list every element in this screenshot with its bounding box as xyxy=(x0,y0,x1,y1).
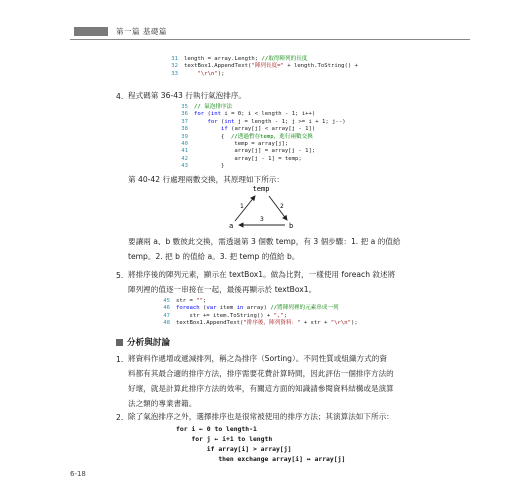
code-token: i = 0; i < length - 1; i++) xyxy=(220,111,316,118)
code-token: for xyxy=(207,118,218,125)
analysis-1-number: 1. xyxy=(116,355,124,364)
analysis-1-line: 法之類的專業書籍。 xyxy=(128,399,197,408)
header-tab-bar xyxy=(74,27,108,36)
step-4-number: 4. xyxy=(116,92,124,101)
analysis-1-line: 好壞，就是計算此排序方法的效率，有關這方面的知識請參閱資料結構或是演算 xyxy=(128,384,394,393)
code-token: //透過暫存temp，進行兩數交換 xyxy=(231,133,313,140)
step-5-line: 陣列裡的值逐一串接在一起，最後再顯示於 textBox1。 xyxy=(128,285,317,294)
diagram-step-3: 3 xyxy=(260,216,264,223)
step-4-text: 程式碼第 36-43 行執行氣泡排序。 xyxy=(128,91,247,100)
code-line xyxy=(176,148,346,155)
code-token: ( xyxy=(199,305,207,312)
code-token: { xyxy=(194,133,232,140)
swap-diagram xyxy=(225,182,305,232)
code-line xyxy=(176,134,346,141)
step-5-line: 將排序後的陣列元素，顯示在 textBox1。做為比對，一樣使用 foreach 敘述將 xyxy=(128,270,396,279)
code-line xyxy=(158,320,358,327)
diagram-step-1: 1 xyxy=(240,203,244,210)
code-token: ; xyxy=(283,312,288,319)
code-token: + str + xyxy=(300,320,331,327)
pseudocode-line: then exchange array[i] ↔ array[j] xyxy=(176,455,346,463)
code-token: ); xyxy=(350,320,358,327)
code-token: "陣列長度=" xyxy=(251,63,284,70)
code-token: array[j - 1] = temp; xyxy=(194,155,302,162)
code-token: int xyxy=(224,118,235,125)
code-line xyxy=(176,141,346,148)
step-5-text xyxy=(128,267,395,297)
line-number: 35 xyxy=(181,104,188,110)
code-line xyxy=(176,104,346,111)
swap-explanation xyxy=(128,234,400,264)
code-token: //將陣列裡的元素串成一列 xyxy=(270,305,339,312)
code-token: item xyxy=(216,305,237,312)
swap-caption: 第 40-42 行處理兩數交換，其原理如下所示： xyxy=(128,175,284,184)
code-token: ); xyxy=(217,70,225,77)
code-token: for xyxy=(194,111,205,118)
code-token xyxy=(184,71,197,77)
diagram-a-label: a xyxy=(229,222,234,230)
code-token: foreach xyxy=(176,305,200,312)
header-rule xyxy=(70,39,470,40)
code-line xyxy=(176,156,346,163)
code-line xyxy=(176,111,346,118)
line-number: 46 xyxy=(163,305,170,312)
code-token: str = xyxy=(176,298,197,304)
analysis-2-text: 除了氣泡排序之外，選擇排序也是很常被使用的排序方法；其演算法如下所示： xyxy=(128,412,394,421)
line-number: 32 xyxy=(171,63,178,70)
line-number: 48 xyxy=(163,320,170,327)
code-token: //取得陣列的長度 xyxy=(261,56,308,62)
code-token: int xyxy=(210,111,221,118)
code-block-bubble-sort xyxy=(176,104,346,171)
code-token: if xyxy=(220,126,228,133)
code-token: "排序後，陣列資料：" xyxy=(243,320,301,327)
line-number: 38 xyxy=(181,126,188,133)
page-number: 6-18 xyxy=(70,470,86,478)
code-line xyxy=(176,126,346,133)
code-token: (array[j] < array[j - 1]) xyxy=(227,126,316,133)
line-number: 31 xyxy=(171,56,178,62)
diagram-arrow-a-to-temp xyxy=(235,196,255,221)
code-token: + length.ToString() + xyxy=(283,63,358,70)
code-token: in xyxy=(236,305,244,312)
line-number: 37 xyxy=(181,118,188,125)
code-token: } xyxy=(194,163,225,170)
code-token: "\r\n" xyxy=(330,320,351,327)
code-token: ( xyxy=(217,118,225,125)
code-token xyxy=(194,126,221,132)
code-token: var xyxy=(206,305,217,312)
code-token: j = length - 1; j >= i + 1; j--) xyxy=(234,118,346,125)
code-token: // 氣泡排序法 xyxy=(194,104,233,110)
code-token: textBox1.AppendText( xyxy=(176,320,244,327)
line-number: 45 xyxy=(163,298,170,304)
code-line xyxy=(158,305,358,312)
code-line xyxy=(176,119,346,126)
analysis-2-number: 2. xyxy=(116,413,124,422)
code-token: str += item.ToString() + xyxy=(176,312,274,319)
code-token: textBox1.AppendText( xyxy=(184,63,252,70)
chapter-title: 第一篇 基礎篇 xyxy=(116,27,167,36)
code-line xyxy=(166,71,358,78)
line-number: 42 xyxy=(181,155,188,162)
pseudocode-line: for i ← 0 to length-1 xyxy=(176,425,257,433)
diagram-b-label: b xyxy=(289,222,294,230)
line-number: 36 xyxy=(181,111,188,118)
code-block-output xyxy=(158,298,358,328)
selection-sort-pseudocode xyxy=(176,424,345,464)
code-token: array[j] = array[j - 1]; xyxy=(194,148,316,155)
code-token: "" xyxy=(196,298,203,304)
section-title: 分析與討論 xyxy=(127,338,170,348)
pseudocode-line: for j ← i+1 to length xyxy=(176,435,273,443)
swap-explanation-line: temp。2. 把 b 的值給 a。3. 把 temp 的值給 b。 xyxy=(128,252,300,261)
line-number: 43 xyxy=(181,163,188,170)
line-number: 40 xyxy=(181,141,188,148)
step-5-number: 5. xyxy=(116,271,124,280)
code-line xyxy=(166,63,358,70)
diagram-arrow-temp-to-b xyxy=(269,196,287,220)
swap-explanation-line: 要讓兩 a、b 數彼此交換，需透過第 3 個數 temp，有 3 個步驟：1. 把 a 的值給 xyxy=(128,237,401,246)
pseudocode-line: if array[i] > array[j] xyxy=(176,445,292,453)
analysis-1-text xyxy=(128,351,394,411)
code-token: ; xyxy=(202,298,207,304)
code-token: "," xyxy=(273,312,284,319)
section-marker xyxy=(116,339,123,346)
code-block-length xyxy=(166,56,358,78)
line-number: 41 xyxy=(181,148,188,155)
code-token: ( xyxy=(204,111,211,118)
line-number: 33 xyxy=(171,70,178,77)
code-token: length = array.Length; xyxy=(184,56,262,62)
line-number: 39 xyxy=(181,133,188,140)
analysis-1-line: 料都有其最合適的排序方法，排序需要花費計算時間，因此評估一個排序方法的 xyxy=(128,369,394,378)
line-number: 47 xyxy=(163,312,170,319)
code-token: "\r\n" xyxy=(197,70,218,77)
code-line xyxy=(176,163,346,170)
diagram-step-2: 2 xyxy=(280,203,284,210)
code-token xyxy=(194,119,207,125)
code-token: array) xyxy=(243,305,271,312)
code-token: temp = array[j]; xyxy=(194,141,289,148)
diagram-temp-label: temp xyxy=(252,185,270,193)
analysis-1-line: 將資料作遞增或遞減排列，稱之為排序（Sorting）。不同性質或組織方式的資 xyxy=(128,354,387,363)
